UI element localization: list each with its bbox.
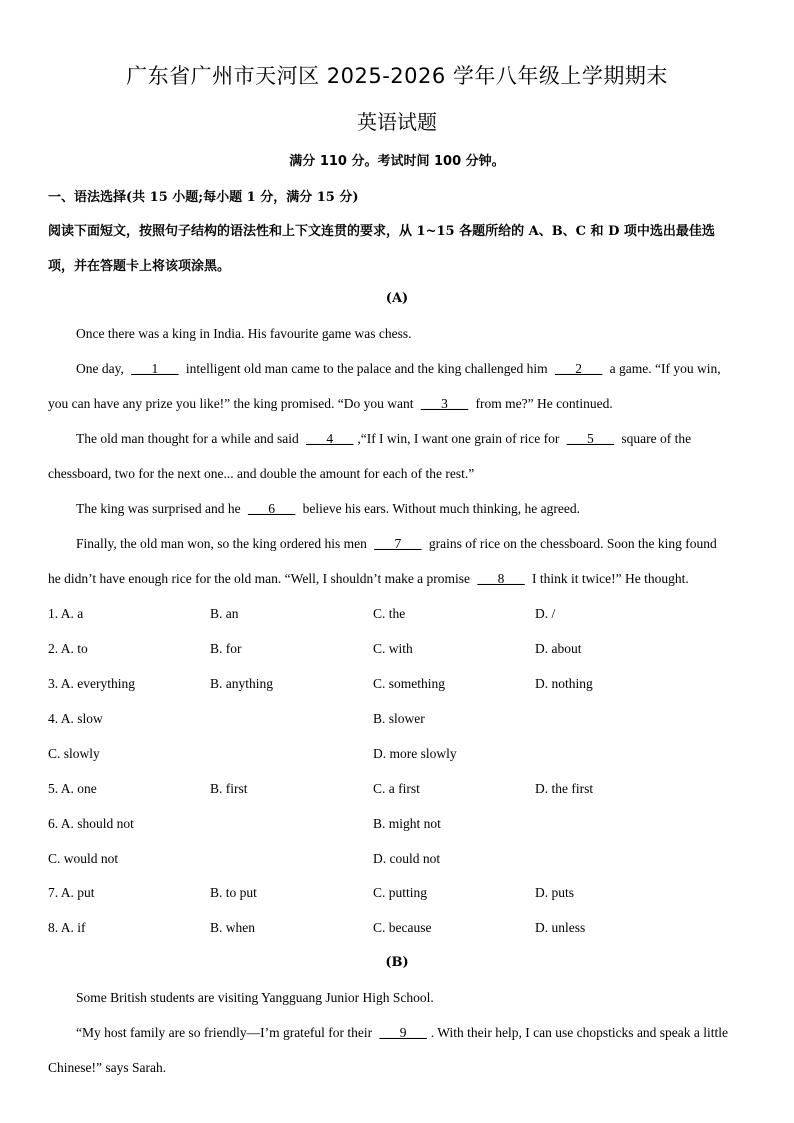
text-run: intelligent old man came to the palace and the king challenged him [182, 361, 551, 376]
text-run: I think it twice!” He thought. [528, 571, 689, 586]
exam-title: 广东省广州市天河区 2025-2026 学年八年级上学期期末 [126, 64, 668, 88]
option-2a: 2. A. to [48, 641, 88, 656]
option-2b: B. for [210, 641, 242, 656]
option-1b: B. an [210, 606, 239, 621]
text-run: “My host family are so friendly—I’m grateful for their [76, 1025, 376, 1040]
option-6c: C. would not [48, 851, 119, 866]
blank-2: ___2___ [555, 361, 603, 376]
text-run: The king was surprised and he [76, 501, 244, 516]
option-3c: C. something [373, 676, 446, 691]
option-5a: 5. A. one [48, 781, 97, 796]
text-run: One day, [76, 361, 128, 376]
text-run: Finally, the old man won, so the king ordered his men [76, 536, 371, 551]
passage-a-para-3-cont: chessboard, two for the next one... and double the amount for each of the rest.” [48, 466, 475, 481]
option-6d: D. could not [373, 851, 441, 866]
text-run: a game. “If you win, [606, 361, 721, 376]
option-3a: 3. A. everything [48, 676, 135, 691]
text-run: ,“If I win, I want one grain of rice for [357, 431, 563, 446]
option-8a: 8. A. if [48, 920, 86, 935]
passage-a-para-4 [76, 501, 746, 517]
option-2c: C. with [373, 641, 413, 656]
option-1a: 1. A. a [48, 606, 84, 621]
option-8b: B. when [210, 920, 255, 935]
text-run: . With their help, I can use chopsticks and speak a little [430, 1025, 729, 1040]
option-4b: B. slower [373, 711, 425, 726]
option-3b: B. anything [210, 676, 273, 691]
passage-b-para-2-cont: Chinese!” says Sarah. [48, 1060, 167, 1075]
passage-a-para-2-cont [48, 396, 746, 412]
blank-3: ___3___ [420, 396, 469, 411]
text-run: you can have any prize you like!” the king promised. “Do you want [48, 396, 417, 411]
text-run: he didn’t have enough rice for the old man. “Well, I shouldn’t make a promise [48, 571, 474, 586]
blank-8: ___8___ [477, 571, 525, 586]
passage-a-para-2 [76, 361, 746, 377]
option-7d: D. puts [535, 885, 575, 900]
text-run: from me?” He continued. [472, 396, 613, 411]
option-8c: C. because [373, 920, 432, 935]
option-5d: D. the first [535, 781, 594, 796]
passage-b-para-2 [76, 1025, 746, 1041]
passage-a-para-5-cont [48, 571, 746, 587]
option-7b: B. to put [210, 885, 257, 900]
score-info: 满分 110 分。考试时间 100 分钟。 [289, 154, 505, 169]
option-4d: D. more slowly [373, 746, 457, 761]
passage-a-label: (A) [385, 291, 409, 306]
option-8d: D. unless [535, 920, 586, 935]
option-4c: C. slowly [48, 746, 100, 761]
passage-a-para-5 [76, 536, 746, 552]
option-6b: B. might not [373, 816, 441, 831]
passage-b-label: (B) [385, 955, 409, 970]
option-6a: 6. A. should not [48, 816, 134, 831]
passage-a-para-1: Once there was a king in India. His favourite game was chess. [76, 326, 412, 341]
section-heading: 一、语法选择(共 15 小题;每小题 1 分，满分 15 分) [48, 190, 359, 205]
blank-9: ___9___ [379, 1025, 427, 1040]
option-1c: C. the [373, 606, 406, 621]
text-run: believe his ears. Without much thinking, he agreed. [299, 501, 580, 516]
blank-5: ___5___ [566, 431, 614, 446]
blank-6: ___6___ [247, 501, 296, 516]
option-3d: D. nothing [535, 676, 593, 691]
option-4a: 4. A. slow [48, 711, 103, 726]
option-5c: C. a first [373, 781, 420, 796]
option-7a: 7. A. put [48, 885, 95, 900]
passage-b-para-1: Some British students are visiting Yangguang Junior High School. [76, 990, 434, 1005]
option-5b: B. first [210, 781, 248, 796]
option-7c: C. putting [373, 885, 428, 900]
blank-1: ___1___ [131, 361, 179, 376]
text-run: square of the [618, 431, 692, 446]
blank-4: ___4___ [306, 431, 354, 446]
blank-7: ___7___ [374, 536, 422, 551]
option-2d: D. about [535, 641, 582, 656]
exam-subtitle: 英语试题 [357, 110, 437, 134]
instructions-line-2: 项，并在答题卡上将该项涂黑。 [48, 259, 231, 274]
instructions-line-1: 阅读下面短文，按照句子结构的语法性和上下文连贯的要求，从 1~15 各题所给的 A、B、C 和 D 项中选出最佳选 [48, 224, 715, 239]
option-1d: D. / [535, 606, 556, 621]
passage-a-para-3 [76, 431, 746, 447]
text-run: grains of rice on the chessboard. Soon the king found [425, 536, 717, 551]
text-run: The old man thought for a while and said [76, 431, 303, 446]
